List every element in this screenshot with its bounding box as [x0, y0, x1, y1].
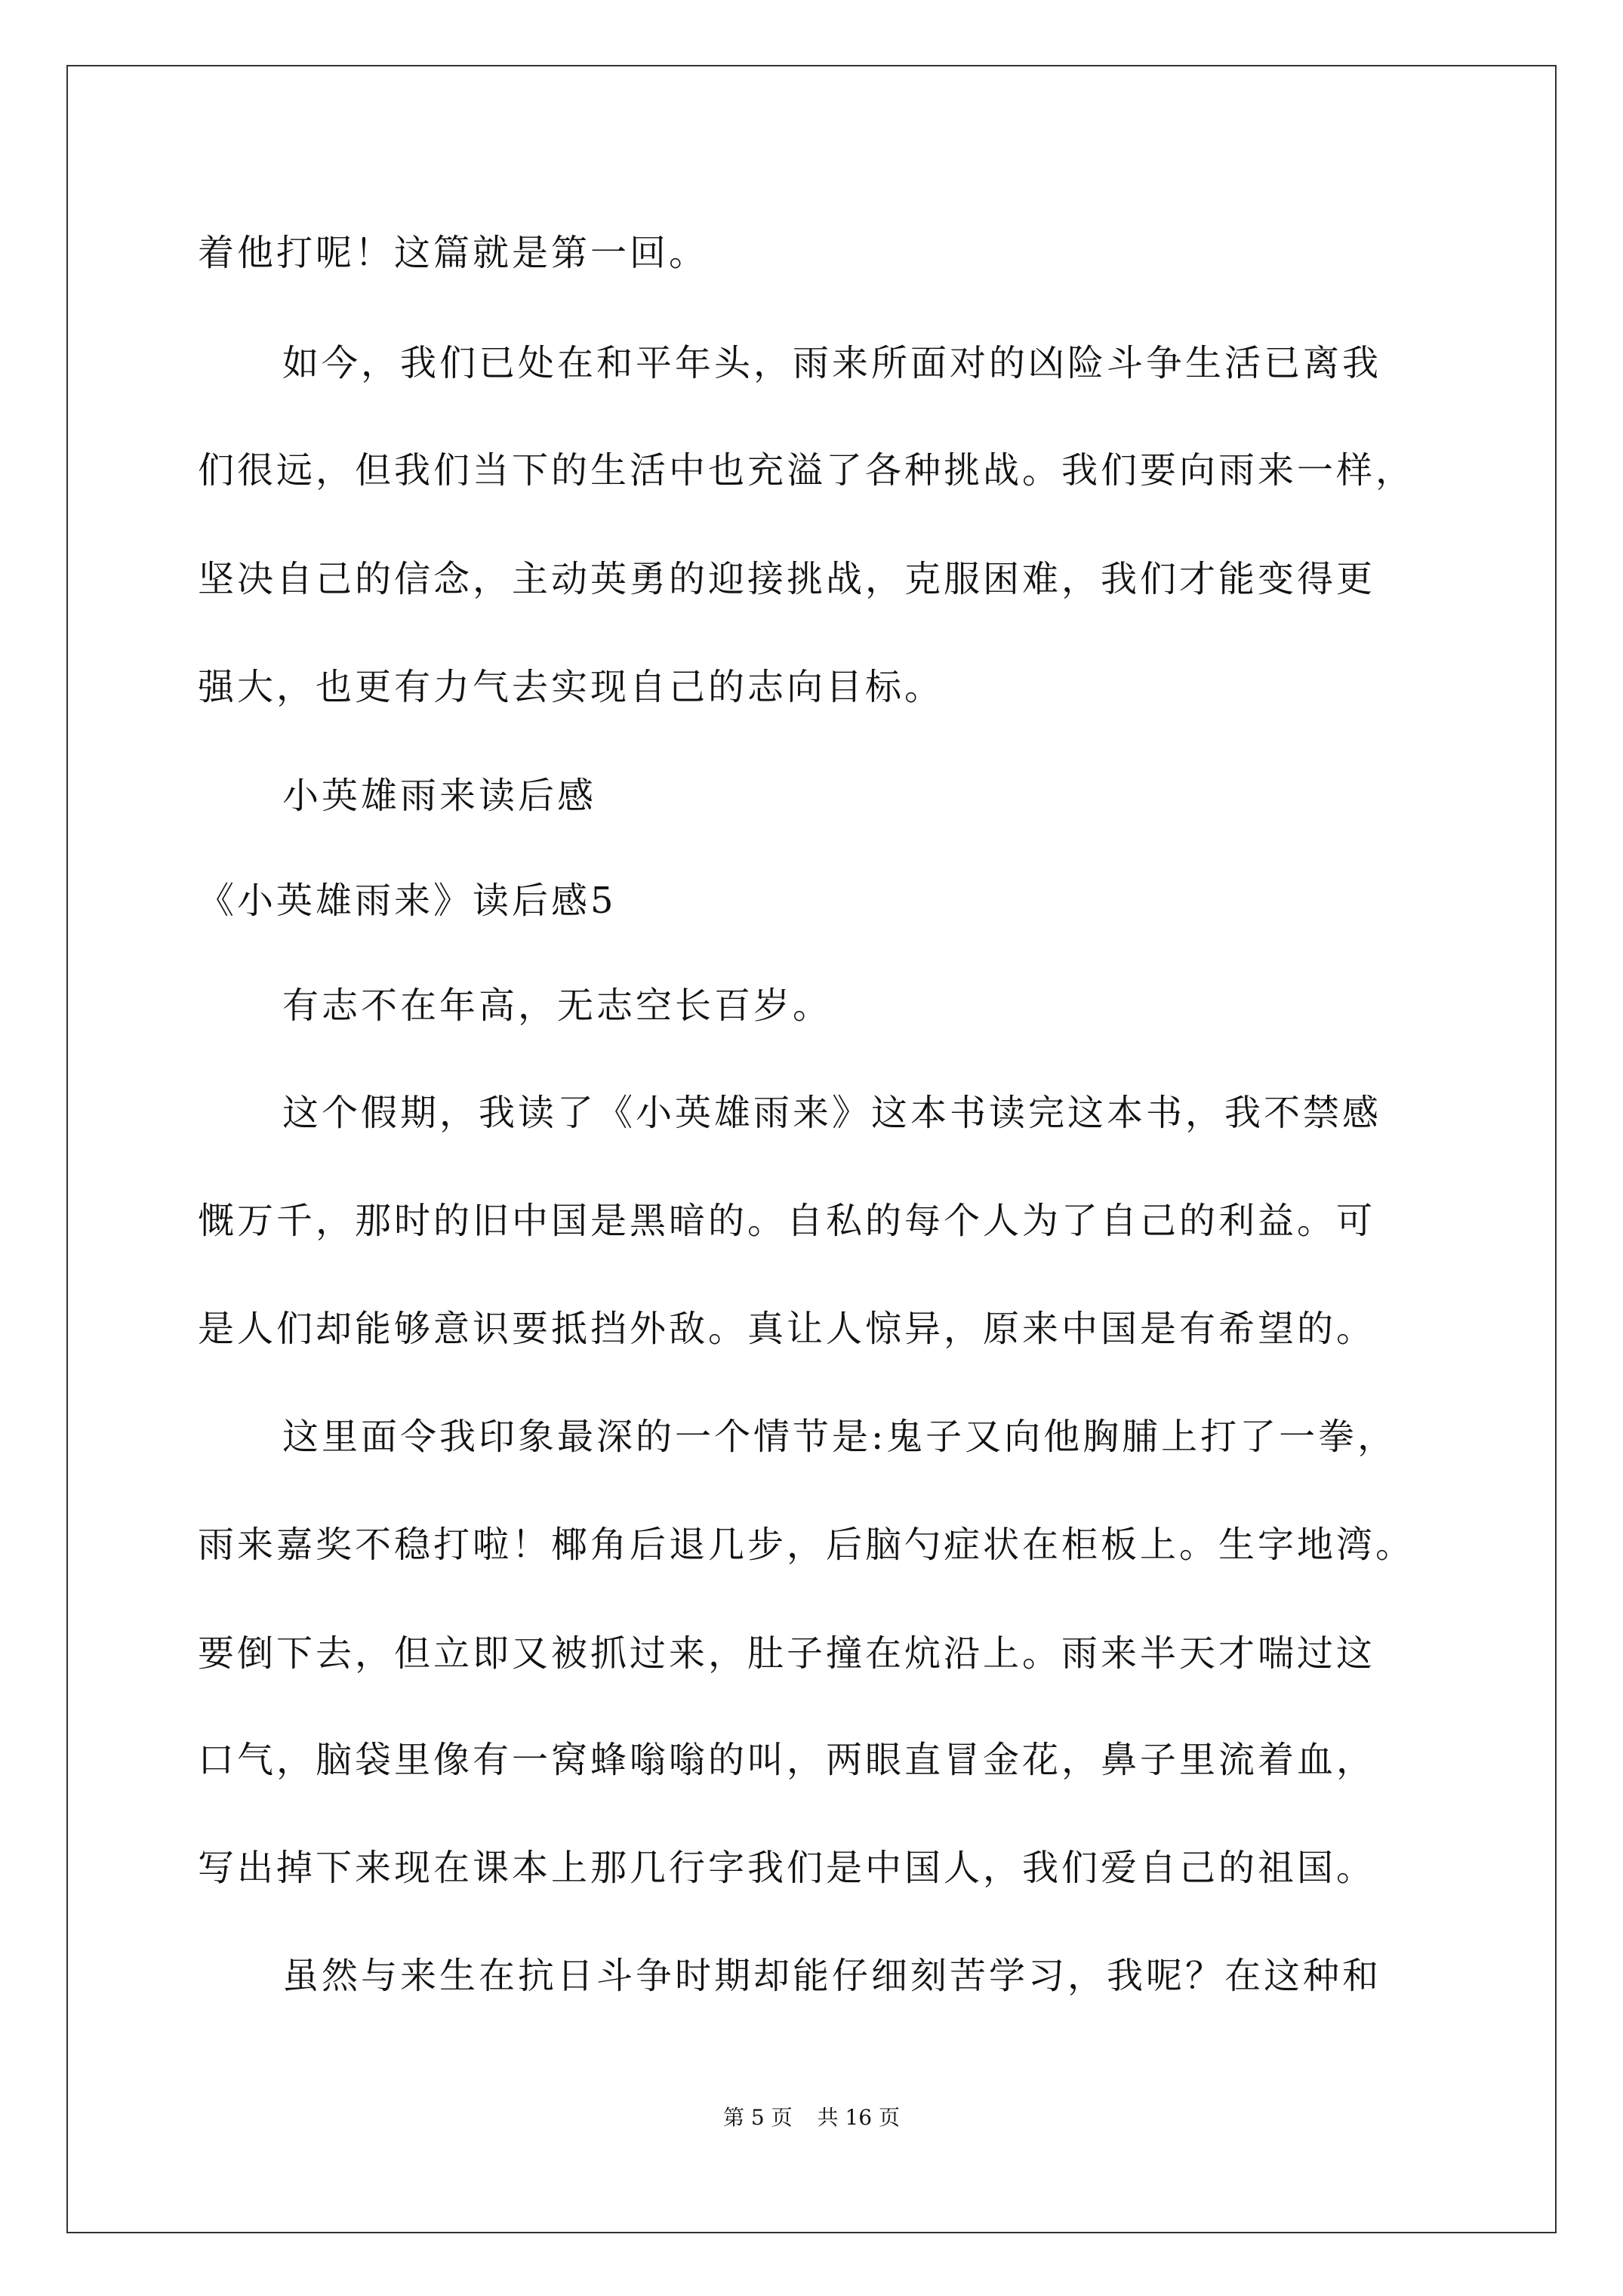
text-line: 坚决自己的信念，主动英勇的迎接挑战，克服困难，我们才能变得更 — [198, 558, 1376, 600]
text-line: 写出掉下来现在课本上那几行字我们是中国人，我们爱自己的祖国。 — [198, 1847, 1376, 1889]
text-line: 雨来嘉奖不稳打啦！椰角后退几步，后脑勺症状在柜板上。生字地湾。 — [198, 1524, 1415, 1566]
page-number: 第 5 页 — [723, 2105, 793, 2130]
page-total: 共 16 页 — [817, 2105, 900, 2130]
text-line: 强大，也更有力气去实现自己的志向目标。 — [198, 666, 944, 708]
text-line: 虽然与来生在抗日斗争时期却能仔细刻苦学习，我呢？在这种和 — [282, 1955, 1382, 1997]
text-line: 这个假期，我读了《小英雄雨来》这本书读完这本书，我不禁感 — [282, 1092, 1382, 1134]
text-line: 是人们却能够意识要抵挡外敌。真让人惊异，原来中国是有希望的。 — [198, 1308, 1376, 1350]
text-line: 们很远，但我们当下的生活中也充溢了各种挑战。我们要向雨来一样， — [198, 449, 1415, 492]
text-line: 这里面令我印象最深的一个情节是:鬼子又向他胸脯上打了一拳， — [282, 1416, 1397, 1458]
text-line: 如今，我们已处在和平年头，雨来所面对的凶险斗争生活已离我 — [282, 342, 1382, 384]
article-title: 《小英雄雨来》读后感5 — [198, 880, 617, 922]
page-footer — [0, 2104, 1623, 2131]
text-line: 着他打呢！这篇就是第一回。 — [198, 232, 709, 274]
section-heading: 小英雄雨来读后感 — [282, 775, 597, 817]
text-line: 口气，脑袋里像有一窝蜂嗡嗡的叫，两眼直冒金花，鼻子里流着血， — [198, 1739, 1376, 1781]
page-border — [66, 65, 1557, 2233]
text-line: 要倒下去，但立即又被抓过来，肚子撞在炕沿上。雨来半天才喘过这 — [198, 1632, 1376, 1675]
text-line: 有志不在年高，无志空长百岁。 — [282, 985, 833, 1027]
text-line: 慨万千，那时的旧中国是黑暗的。自私的每个人为了自己的利益。可 — [198, 1200, 1376, 1242]
